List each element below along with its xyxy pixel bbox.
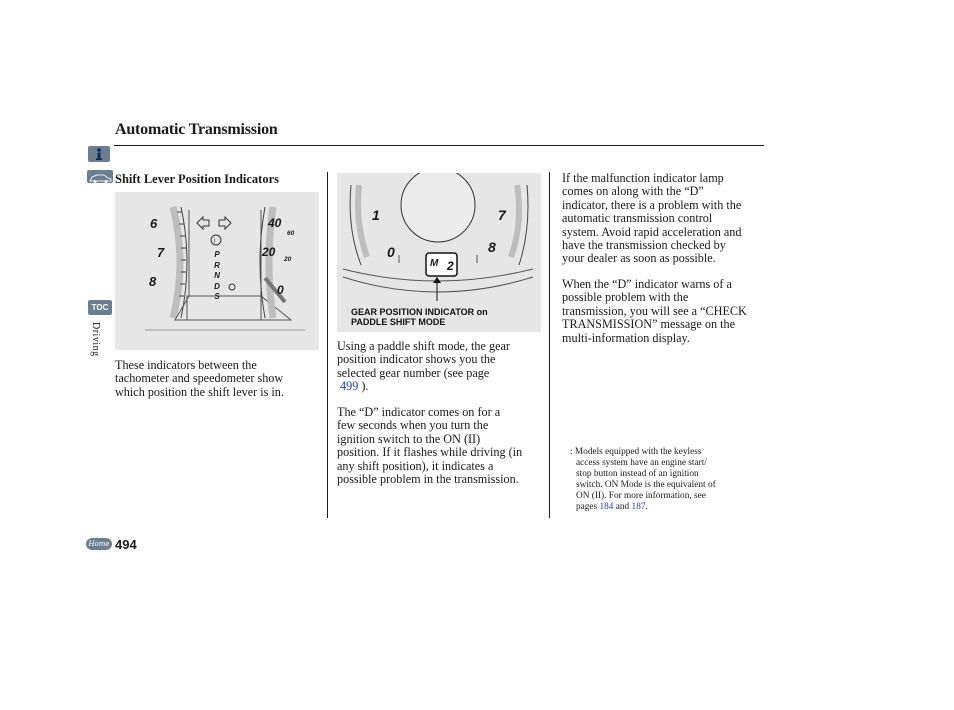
note-end: . [645,502,648,513]
section-heading: Shift Lever Position Indicators [115,172,280,186]
gear-letter-n: N [214,271,220,280]
text-line: have the transmission checked by [562,238,726,253]
svg-text:2: 2 [447,259,454,273]
page-link-187[interactable]: 187 [631,502,646,513]
text-line: few seconds when you turn the [337,418,489,433]
text-line: indicator, there is a problem with the [562,197,742,212]
page-title: Automatic Transmission [115,121,278,138]
paren-close: ). [361,379,369,394]
rpm-label-7: 7 [157,245,165,260]
speed-label-20: 20 [262,245,276,259]
text-line [337,380,547,393]
col3-paragraph-2 [562,278,772,345]
text-line: any shift position), it indicates a [337,458,494,473]
toc-button[interactable] [88,300,112,315]
speed-label-0: 0 [277,283,284,297]
note-pages-prefix: pages [576,502,598,513]
page-link-499[interactable]: 499 [340,379,359,394]
text-line: automatic transmission control [562,211,713,226]
paddle-shift-figure [337,173,541,332]
col2-paragraph-2 [337,406,549,486]
text-line: When the “D” indicator warns of a [562,277,732,291]
note-and: and [615,502,630,513]
page-link-184[interactable]: 184 [599,502,614,513]
text-line: selected gear number (see page [337,365,490,380]
note-line [570,502,750,513]
text-line: If the malfunction indicator lamp [562,171,724,185]
section-label: Driving [90,322,101,357]
text-line: transmission, you will see a “CHECK [562,303,747,318]
rpm-label-8: 8 [149,274,157,289]
svg-text:i: i [214,238,216,245]
gear-letter-s: S [214,292,220,301]
gear-letters [212,250,222,303]
note-line: : Models equipped with the keyless [570,447,702,457]
page-number: 494 [115,537,137,552]
home-label: Home [88,540,110,548]
text-line: position indicator shows you the [337,352,496,367]
text-line: multi-information display. [562,330,690,345]
info-glyph [88,146,110,162]
text-line: which position the shift lever is in. [115,384,284,399]
info-icon[interactable] [88,146,110,162]
gauge-label-0: 0 [387,244,395,260]
text-line: ignition switch to the ON (II) [337,431,481,446]
caption-line: GEAR POSITION INDICATOR on [351,307,488,317]
text-line: your dealer as soon as possible. [562,251,716,266]
column-divider-2 [549,172,550,518]
text-line: possible problem in the transmission. [337,472,519,487]
gauge-label-1: 1 [372,207,380,223]
gear-letter-d: D [214,281,220,291]
text-line: These indicators between the [115,358,257,372]
column-divider-1 [327,172,328,518]
toc-label: TOC [91,303,109,312]
text-line: position. If it flashes while driving (in [337,445,523,460]
note-line: ON (II). For more information, see [576,491,706,502]
speed-label-40: 40 [268,216,282,230]
home-button[interactable] [86,538,112,550]
text-line: The “D” indicator comes on for a [337,405,501,419]
figure-caption [351,307,488,327]
speed-label-60: 60 [287,230,295,237]
text-line: tachometer and speedometer show [115,371,284,386]
title-rule [114,145,764,146]
gauge-label-8: 8 [488,239,496,255]
speed-label-20-small: 20 [284,256,292,263]
indicator-figure [115,192,319,350]
text-line: TRANSMISSION” message on the [562,317,735,332]
gear-letter-p: P [214,250,220,259]
col3-paragraph-1 [562,172,772,266]
gear-letter-r: R [214,260,220,270]
note-line: access system have an engine start/ [576,458,707,469]
note-line: switch. ON Mode is the equivalent of [576,480,716,491]
caption-line: PADDLE SHIFT MODE [351,317,446,327]
text-line: system. Avoid rapid acceleration and [562,224,742,239]
car-glyph [87,172,113,185]
text-line: Using a paddle shift mode, the gear [337,339,510,353]
text-line: comes on along with the “D” [562,184,704,199]
gauge-label-7: 7 [498,207,506,223]
car-icon[interactable] [87,170,113,183]
footnote [570,447,750,514]
col2-paragraph-1 [337,340,547,394]
text-line: possible problem with the [562,290,689,305]
col1-paragraph [115,359,323,399]
note-line: stop button instead of an ignition [576,469,699,480]
rpm-label-6: 6 [150,216,158,231]
gear-display-m: M [430,258,439,269]
